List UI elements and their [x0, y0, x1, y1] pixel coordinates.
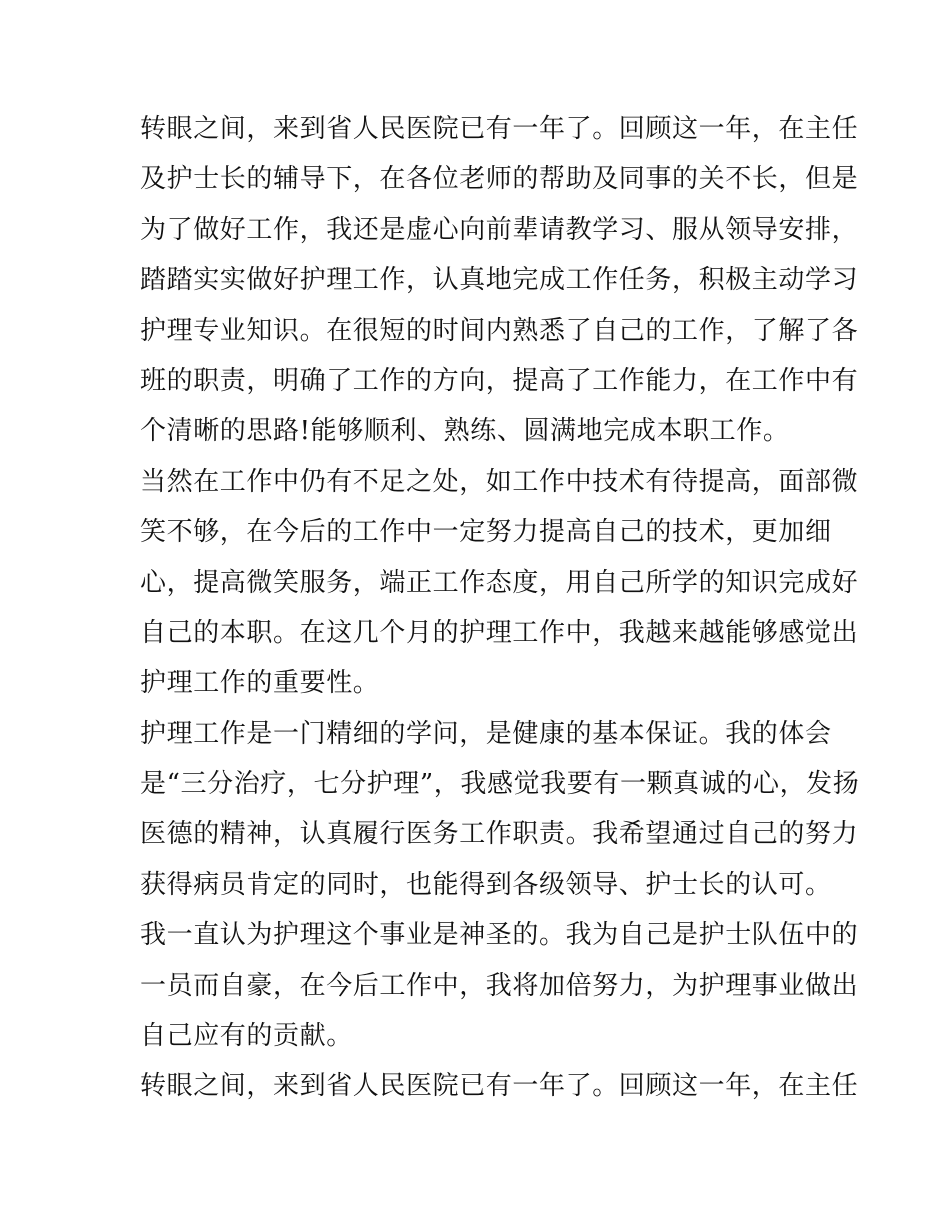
text-line: 笑不够，在今后的工作中一定努力提高自己的技术，更加细	[140, 517, 832, 548]
text-line: 护理工作的重要性。	[140, 668, 380, 699]
text-line: 一员而自豪，在今后工作中，我将加倍努力，为护理事业做出	[140, 970, 859, 1001]
text-line: 护理专业知识。在很短的时间内熟悉了自己的工作，了解了各	[140, 315, 859, 346]
text-line: 及护士长的辅导下，在各位老师的帮助及同事的关不长，但是	[140, 164, 859, 195]
text-line: 个清晰的思路!能够顺利、熟练、圆满地完成本职工作。	[140, 416, 790, 447]
text-line: 获得病员肯定的同时，也能得到各级领导、护士长的认可。	[140, 869, 832, 900]
text-line: 自己应有的贡献。	[140, 1021, 353, 1052]
text-line: 自己的本职。在这几个月的护理工作中，我越来越能够感觉出	[140, 617, 859, 648]
text-line: 转眼之间，来到省人民医院已有一年了。回顾这一年，在主任	[140, 1071, 859, 1102]
text-line: 转眼之间，来到省人民医院已有一年了。回顾这一年，在主任	[140, 114, 859, 144]
document-body	[140, 104, 860, 1112]
text-line: 当然在工作中仍有不足之处，如工作中技术有待提高，面部微	[140, 466, 859, 497]
text-line: 医德的精神，认真履行医务工作职责。我希望通过自己的努力	[140, 819, 859, 850]
text-line: 为了做好工作，我还是虚心向前辈请教学习、服从领导安排，	[140, 214, 859, 245]
text-line: 是“三分治疗，七分护理”，我感觉我要有一颗真诚的心，发扬	[140, 769, 860, 800]
text-line: 护理工作是一门精细的学问，是健康的基本保证。我的体会	[140, 718, 832, 749]
text-line: 班的职责，明确了工作的方向，提高了工作能力，在工作中有	[140, 365, 859, 396]
text-line: 我一直认为护理这个事业是神圣的。我为自己是护士队伍中的	[140, 920, 859, 951]
text-line: 踏踏实实做好护理工作，认真地完成工作任务，积极主动学习	[140, 265, 859, 296]
text-line: 心，提高微笑服务，端正工作态度，用自己所学的知识完成好	[140, 567, 859, 598]
